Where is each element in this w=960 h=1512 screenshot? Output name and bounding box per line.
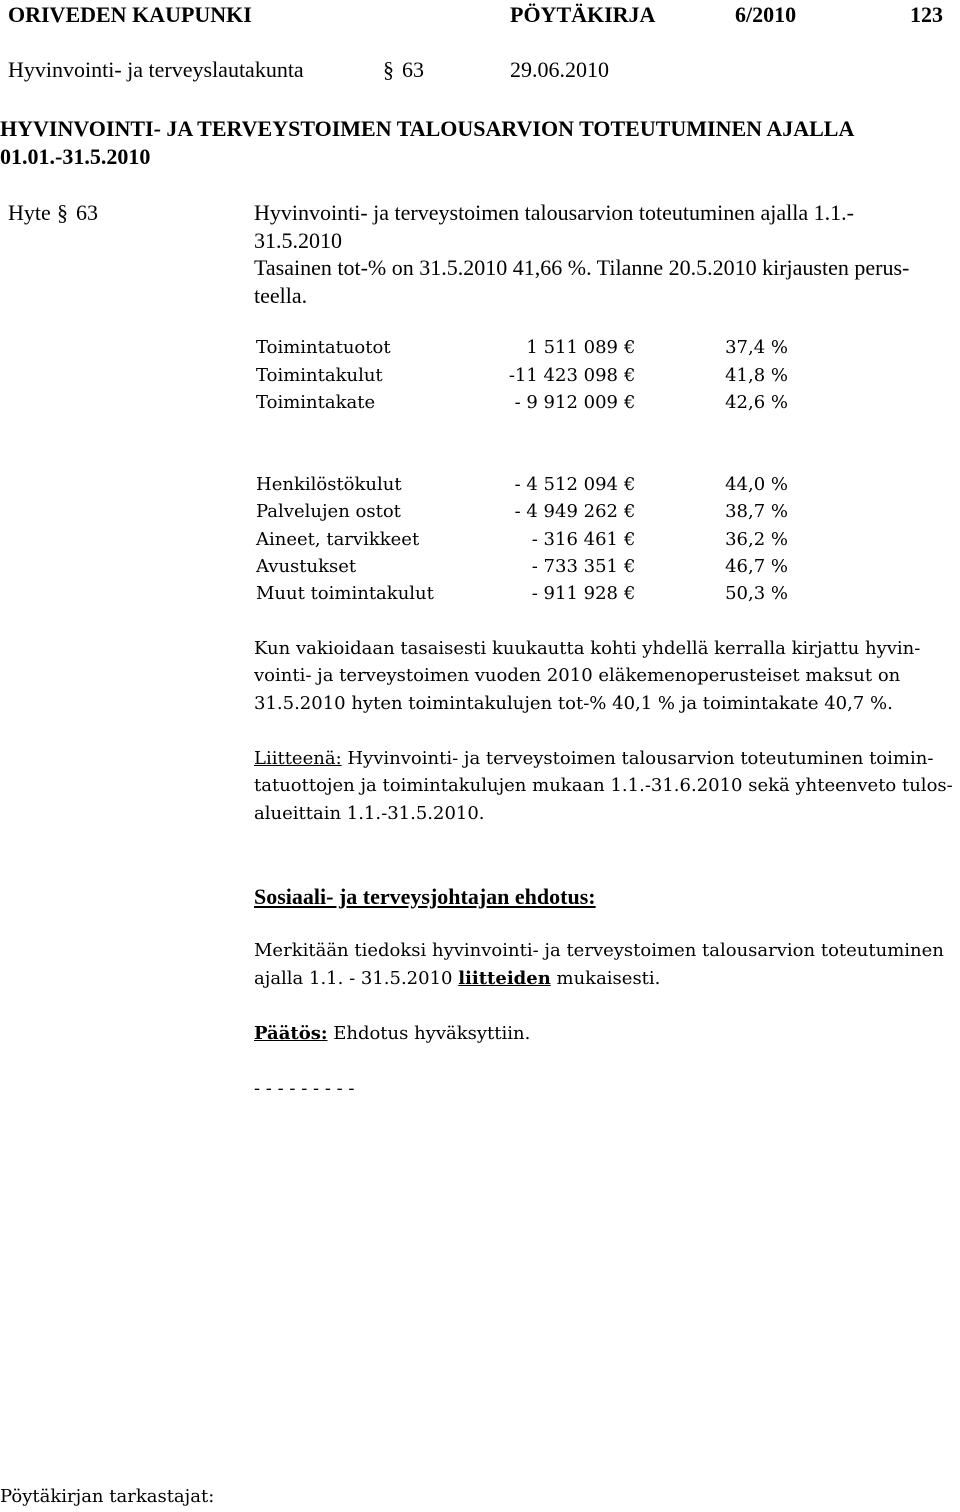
proposal-text-end: mukaisesti. bbox=[550, 968, 661, 989]
case-description-line4: teella. bbox=[254, 283, 308, 308]
note-line1: Kun vakioidaan tasaisesti kuukautta kohti yhdellä kerralla kirjattu hyvin- bbox=[254, 638, 921, 659]
attachment-text: Hyvinvointi- ja terveystoimen talousarvion toteutuminen toimin- bbox=[341, 748, 934, 769]
footer-verifiers: Pöytäkirjan tarkastajat: bbox=[0, 1486, 215, 1507]
row-amount: - 911 928 bbox=[531, 583, 618, 604]
header-doc-type: PÖYTÄKIRJA bbox=[510, 2, 656, 27]
row-currency: € bbox=[624, 529, 636, 550]
row-label: Avustukset bbox=[256, 556, 357, 577]
decision-label: Päätös: bbox=[254, 1023, 328, 1044]
row-amount: - 9 912 009 bbox=[514, 392, 618, 413]
row-percent: 38,7 % bbox=[725, 501, 788, 522]
row-amount: -11 423 098 bbox=[508, 365, 618, 386]
attachment-label: Liitteenä: bbox=[254, 748, 342, 769]
row-percent: 46,7 % bbox=[725, 556, 788, 577]
row-label: Toimintatuotot bbox=[256, 337, 391, 358]
proposal-line2 bbox=[254, 968, 660, 989]
row-amount: - 733 351 bbox=[531, 556, 618, 577]
row-amount: - 4 512 094 bbox=[514, 474, 618, 495]
row-label: Muut toimintakulut bbox=[256, 583, 434, 604]
header-committee: Hyvinvointi- ja terveyslautakunta bbox=[8, 57, 304, 82]
row-amount: - 316 461 bbox=[531, 529, 618, 550]
case-number: 63 bbox=[76, 200, 98, 225]
proposal-heading: Sosiaali- ja terveysjohtajan ehdotus: bbox=[254, 884, 596, 909]
attachment-line3: alueittain 1.1.-31.5.2010. bbox=[254, 803, 485, 824]
row-label: Palvelujen ostot bbox=[256, 501, 401, 522]
row-percent: 44,0 % bbox=[725, 474, 788, 495]
row-currency: € bbox=[624, 337, 636, 358]
row-percent: 41,8 % bbox=[725, 365, 788, 386]
header-page-number: 123 bbox=[910, 2, 943, 27]
row-amount: - 4 949 262 bbox=[514, 501, 618, 522]
case-description-line2: 31.5.2010 bbox=[254, 228, 342, 253]
row-percent: 42,6 % bbox=[725, 392, 788, 413]
row-currency: € bbox=[624, 392, 636, 413]
row-currency: € bbox=[624, 365, 636, 386]
case-description-line1: Hyvinvointi- ja terveystoimen talousarvion toteutuminen ajalla 1.1.- bbox=[254, 200, 854, 225]
row-currency: € bbox=[624, 556, 636, 577]
header-date: 29.06.2010 bbox=[510, 57, 609, 82]
header-issue: 6/2010 bbox=[735, 2, 797, 27]
row-amount: 1 511 089 bbox=[526, 337, 618, 358]
row-percent: 50,3 % bbox=[725, 583, 788, 604]
attachment-line2: tatuottojen ja toimintakulujen mukaan 1.1.-31.6.2010 sekä yhteenveto tulos- bbox=[254, 775, 953, 796]
page-title-period: 01.01.-31.5.2010 bbox=[0, 144, 151, 169]
decision-text: Ehdotus hyväksyttiin. bbox=[327, 1023, 531, 1044]
note-line2: vointi- ja terveystoimen vuoden 2010 eläkemenoperusteiset maksut on bbox=[254, 665, 901, 686]
row-currency: € bbox=[624, 474, 636, 495]
row-currency: € bbox=[624, 583, 636, 604]
row-label: Aineet, tarvikkeet bbox=[256, 529, 420, 550]
row-currency: € bbox=[624, 501, 636, 522]
header-section-number: 63 bbox=[402, 57, 424, 82]
row-percent: 36,2 % bbox=[725, 529, 788, 550]
case-section-symbol: § bbox=[57, 200, 68, 225]
decision bbox=[254, 1023, 530, 1044]
page-title: HYVINVOINTI- JA TERVEYSTOIMEN TALOUSARVION TOTEUTUMINEN AJALLA bbox=[0, 116, 855, 141]
attachments-link[interactable]: liitteiden bbox=[458, 968, 551, 989]
separator: - - - - - - - - - bbox=[254, 1078, 355, 1099]
header-org: ORIVEDEN KAUPUNKI bbox=[8, 2, 252, 27]
case-label: Hyte bbox=[8, 200, 51, 225]
row-percent: 37,4 % bbox=[725, 337, 788, 358]
row-label: Toimintakate bbox=[256, 392, 376, 413]
case-description-line3: Tasainen tot-% on 31.5.2010 41,66 %. Tilanne 20.5.2010 kirjausten perus- bbox=[254, 255, 910, 280]
header-section-symbol: § bbox=[383, 57, 394, 82]
proposal-text: ajalla 1.1. - 31.5.2010 bbox=[254, 968, 459, 989]
note-line3: 31.5.2010 hyten toimintakulujen tot-% 40,1 % ja toimintakate 40,7 %. bbox=[254, 693, 893, 714]
row-label: Toimintakulut bbox=[256, 365, 383, 386]
proposal-line1: Merkitään tiedoksi hyvinvointi- ja terveystoimen talousarvion toteutuminen bbox=[254, 940, 944, 961]
row-label: Henkilöstökulut bbox=[256, 474, 402, 495]
attachment-line1 bbox=[254, 748, 933, 769]
